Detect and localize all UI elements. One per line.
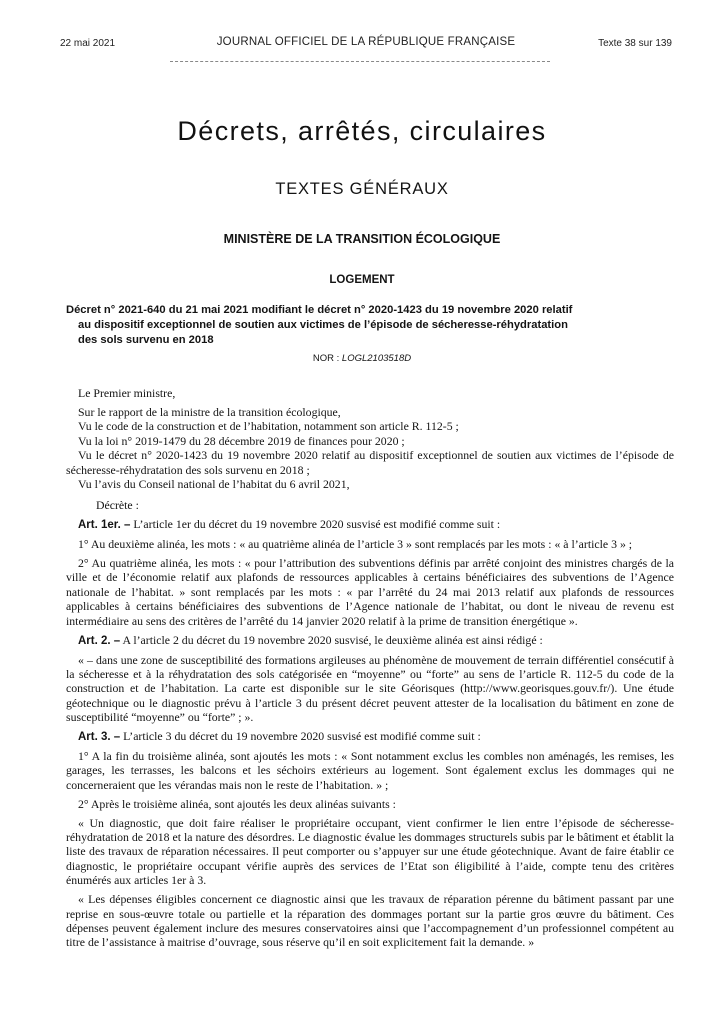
visa-line: Vu le code de la construction et de l’habitation, notamment son article R. 112-5 ; [78, 419, 459, 434]
header-journal-title: JOURNAL OFFICIEL DE LA RÉPUBLIQUE FRANÇAISE [216, 36, 516, 48]
decree-title-line: des sols survenu en 2018 [78, 334, 214, 346]
article-2-label: Art. 2. – [78, 634, 121, 647]
nor-value: LOGL2103518D [341, 353, 412, 364]
header-text-number: Texte 38 sur 139 [598, 38, 672, 49]
visa-line: Vu l’avis du Conseil national de l’habitat du 6 avril 2021, [78, 476, 350, 491]
page-header [60, 36, 672, 54]
article-3-label: Art. 3. – [78, 731, 121, 744]
subsection-title: TEXTES GÉNÉRAUX [275, 180, 449, 198]
decrete-line: Décrète : [96, 498, 139, 513]
section-title: Décrets, arrêtés, circulaires [177, 116, 547, 146]
visa-line: Vu la loi n° 2019-1479 du 28 décembre 2019 de finances pour 2020 ; [78, 433, 405, 448]
visa-line: Vu le décret n° 2020-1423 du 19 novembre 2020 relatif au dispositif exceptionnel de soutien aux victimes de l’épisode de sécheresse-réhydratation des sols survenu en 2018 ; [66, 448, 674, 477]
article-3-paragraph: « Les dépenses éligibles concernent ce diagnostic ainsi que les travaux de réparation pérenne du bâtiment passant par une reprise en sous-œuvre totale ou partielle et la réparation des dommages portant sur la partie gros œuvre du bâtiment. Ces dépenses peuvent également inclure des mesures conservatoires ainsi que l’accompagnement d’un professionnel compétent au titre de l’assistance à maitrise d’ouvrage, sous réserve qu’il en soit explicitement fait la demande. » [66, 892, 674, 950]
visa-line: Sur le rapport de la ministre de la transition écologique, [78, 404, 341, 419]
decree-body [66, 386, 674, 950]
article-1-intro: Art. 1er. – L’article 1er du décret du 19 novembre 2020 susvisé est modifié comme suit : [78, 517, 501, 532]
nor-label: NOR : [312, 353, 342, 364]
article-1-paragraph: 1° Au deuxième alinéa, les mots : « au quatrième alinéa de l’article 3 » sont remplacés par les mots : « à l’article 3 » ; [78, 537, 633, 552]
rubric-heading: LOGEMENT [329, 274, 395, 286]
decree-title-line: Décret n° 2021-640 du 21 mai 2021 modifiant le décret n° 2020-1423 du 19 novembre 2020 relatif [66, 304, 573, 316]
article-2-paragraph: « – dans une zone de susceptibilité des formations argileuses au phénomène de mouvement de terrain différentiel consécutif à la sécheresse et à la réhydratation des sols catégorisée en “moyenne” ou “forte” au sens de l’article R. 112-5 du code de la construction et de l’habitation. La carte est disponible sur le site Géorisques (http://www.georisques.gouv.fr/). Une étude géotechnique ou le diagnostic prévu à l’article 3 du présent décret peuvent attester de la localisation du bâtiment en zone de susceptibilité “moyenne” ou “forte” ; ». [66, 652, 674, 725]
article-1-paragraph: 2° Au quatrième alinéa, les mots : « pour l’attribution des subventions définis par arrêté conjoint des ministres chargés de la ville et de l’économie relatif aux plafonds de ressources applicables à certains bénéficiaires des subventions de l’Agence nationale de l’habitat. » sont remplacés par les mots : « par l’arrêté du 24 mai 2013 relatif aux plafonds de ressources applicables à certains bénéficiaires des subventions de l’Agence nationale de l’habitat, ou dont le niveau de revenu est intermédiaire au sens des critères de l’arrêté du 14 janvier 2020 relatif à la prime de transition énergétique ». [66, 556, 674, 628]
article-1-label: Art. 1er. – [78, 519, 131, 532]
header-divider [170, 61, 550, 62]
header-date: 22 mai 2021 [60, 38, 116, 49]
article-2-intro: Art. 2. – A l’article 2 du décret du 19 novembre 2020 susvisé, le deuxième alinéa est ainsi rédigé : [78, 632, 543, 647]
ministry-heading: MINISTÈRE DE LA TRANSITION ÉCOLOGIQUE [223, 232, 501, 246]
article-3-intro: Art. 3. – L’article 3 du décret du 19 novembre 2020 susvisé est modifié comme suit : [78, 729, 481, 744]
decree-title [66, 303, 674, 348]
nor-reference [0, 353, 724, 364]
article-3-paragraph: 1° A la fin du troisième alinéa, sont ajoutés les mots : « Sont notamment exclus les combles non aménagés, les remises, les garages, les terrasses, les balcons et les séchoirs extérieurs au logement. Sont également exclus les dommages qui ne concerneraient que les vérandas mais non le reste de l’habitation. » ; [66, 748, 674, 792]
visa-line: Le Premier ministre, [78, 386, 176, 400]
article-3-paragraph: 2° Après le troisième alinéa, sont ajoutés les deux alinéas suivants : [78, 796, 396, 811]
decree-title-line: au dispositif exceptionnel de soutien aux victimes de l’épisode de sécheresse-réhydratation [78, 319, 568, 331]
article-3-paragraph: « Un diagnostic, que doit faire réaliser le propriétaire occupant, vient confirmer le lien entre l’épisode de sécheresse-réhydratation de 2018 et la nature des désordres. Le diagnostic évalue les dommages structurels subis par le bâtiment et établit la liste des travaux de réparation nécessaires. Il peut comporter ou s’appuyer sur une étude géotechnique. Avant de faire établir ce diagnostic, le propriétaire occupant vérifie auprès des services de l’Etat son éligibilité à l’aide, compte tenu des critères énumérés aux articles 1er à 3. [66, 815, 674, 888]
